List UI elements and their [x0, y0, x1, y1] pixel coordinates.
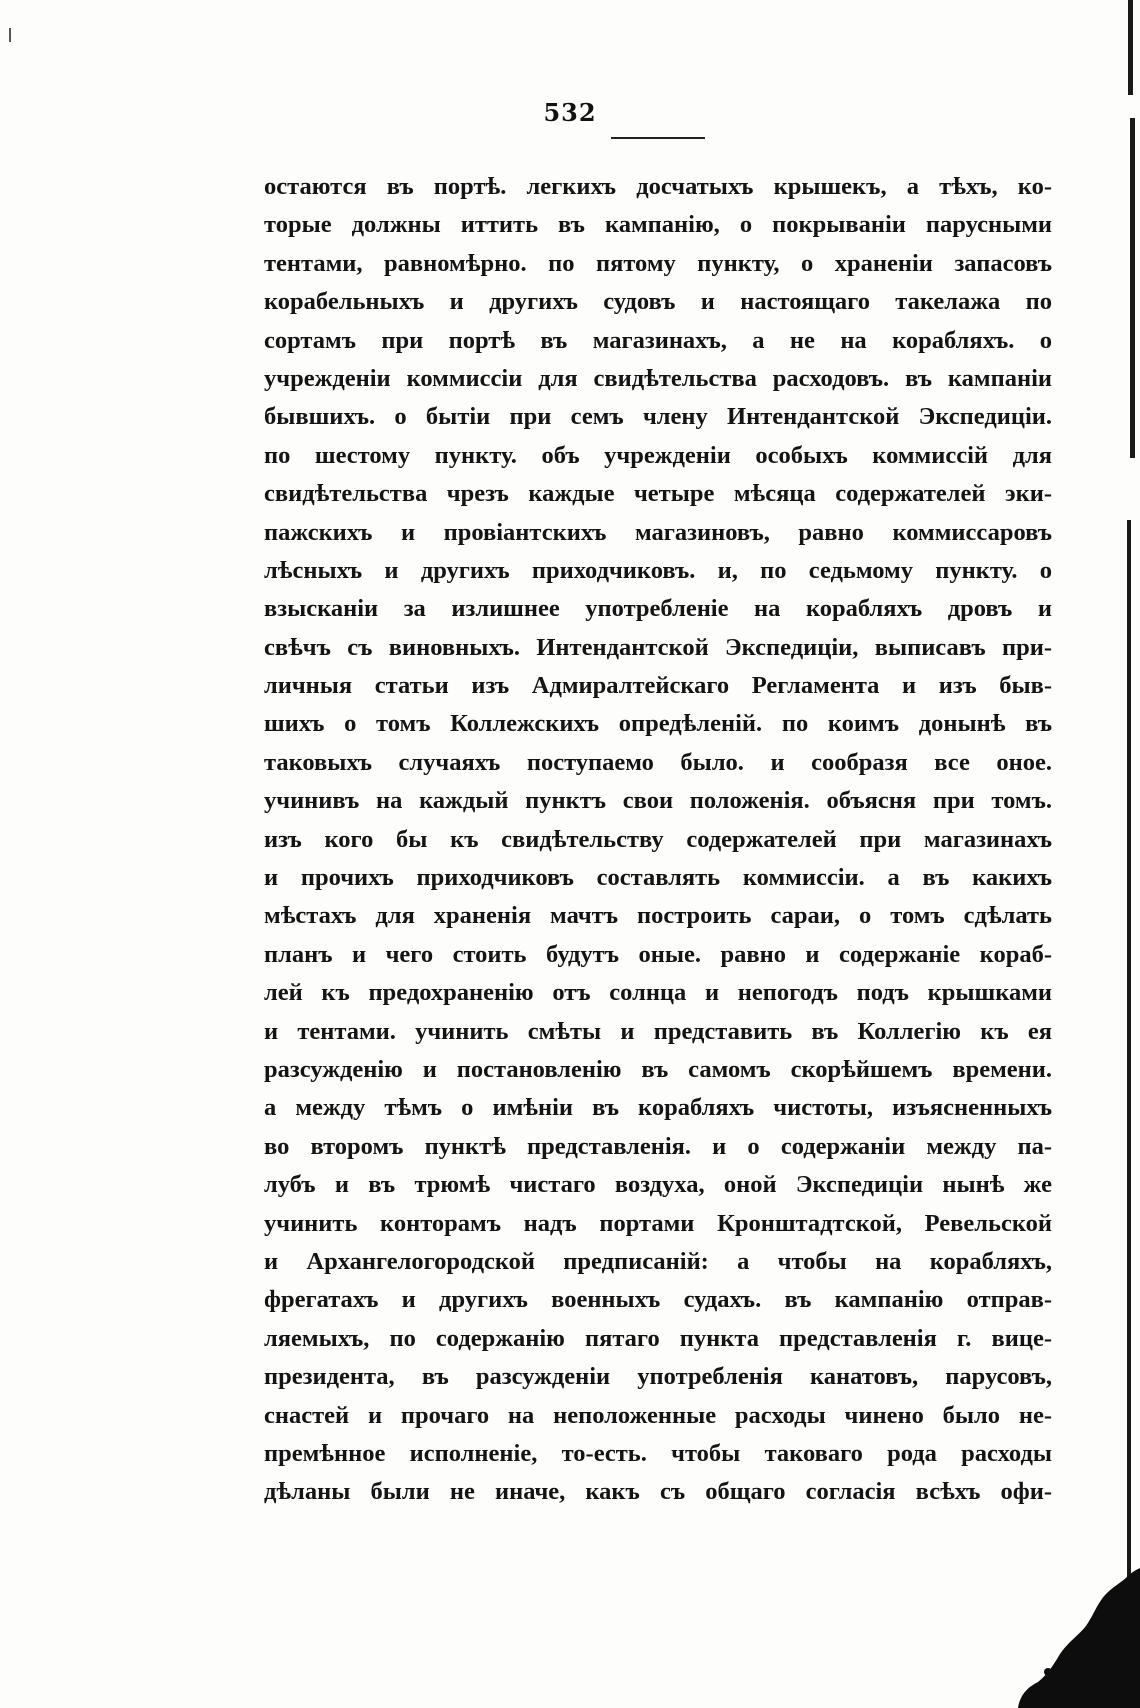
- text-line: во второмъ пунктѣ представленія. и о содержаніи между па-: [264, 1132, 1052, 1160]
- page-number-rule: [611, 137, 705, 139]
- text-line: планъ и чего стоить будутъ оные. равно и содержаніе кораб-: [264, 940, 1052, 968]
- text-line: фрегатахъ и другихъ военныхъ судахъ. въ кампанію отправ-: [264, 1286, 1052, 1314]
- text-line: личныя статьи изъ Адмиралтейскаго Регламента и изъ быв-: [264, 672, 1052, 700]
- text-line: мѣстахъ для храненія мачтъ построить сараи, о томъ сдѣлать: [264, 902, 1052, 930]
- text-line: разсужденію и постановленію въ самомъ скорѣйшемъ времени.: [264, 1055, 1052, 1083]
- text-line: лубъ и въ трюмѣ чистаго воздуха, оной Экспедиціи нынѣ же: [264, 1171, 1052, 1199]
- text-line: взысканіи за излишнее употребленіе на корабляхъ дровъ и: [264, 595, 1052, 623]
- text-line: свѣчъ съ виновныхъ. Интендантской Экспедиціи, выписавъ при-: [264, 633, 1052, 661]
- text-line: тентами, равномѣрно. по пятому пункту, о храненіи запасовъ: [264, 249, 1052, 277]
- text-line: пажскихъ и провіантскихъ магазиновъ, равно коммиссаровъ: [264, 518, 1052, 546]
- text-line: учинивъ на каждый пунктъ свои положенія. объясня при томъ.: [264, 787, 1052, 815]
- text-line: шихъ о томъ Коллежскихъ опредѣленій. по коимъ донынѣ въ: [264, 710, 1052, 738]
- body-text: [264, 168, 1052, 1512]
- page-edge-shadow: [1127, 520, 1131, 1708]
- text-line: свидѣтельства чрезъ каждые четыре мѣсяца содержателей эки-: [264, 480, 1052, 508]
- text-line: ляемыхъ, по содержанію пятаго пункта представленія г. вице-: [264, 1324, 1052, 1352]
- text-line: изъ кого бы къ свидѣтельству содержателей при магазинахъ: [264, 825, 1052, 853]
- text-line: остаются въ портѣ. легкихъ досчатыхъ крышекъ, а тѣхъ, ко-: [264, 173, 1052, 200]
- text-line: лей къ предохраненію отъ солнца и непогодъ подъ крышками: [264, 979, 1052, 1007]
- text-line: учрежденіи коммиссіи для свидѣтельства расходовъ. въ кампаніи: [264, 364, 1052, 392]
- text-line: дѣланы были не иначе, какъ съ общаго согласія всѣхъ офи-: [264, 1478, 1052, 1506]
- text-line: и тентами. учинить смѣты и представить въ Коллегію къ ея: [264, 1017, 1052, 1045]
- text-line: президента, въ разсужденіи употребленія канатовъ, парусовъ,: [264, 1363, 1052, 1391]
- corner-ink-blot: [990, 1568, 1140, 1708]
- text-line: учинить конторамъ надъ портами Кронштадтской, Ревельской: [264, 1209, 1052, 1237]
- text-line: а между тѣмъ о имѣніи въ корабляхъ чистоты, изъясненныхъ: [264, 1094, 1052, 1122]
- page-number: 532: [543, 98, 597, 127]
- text-line: лѣсныхъ и другихъ приходчиковъ. и, по седьмому пункту. о: [264, 556, 1052, 584]
- text-line: торые должны иттить въ кампанію, о покрываніи парусными: [264, 211, 1052, 239]
- text-line: сортамъ при портѣ въ магазинахъ, а не на корабляхъ. о: [264, 326, 1052, 354]
- page-edge-shadow: [1130, 118, 1135, 458]
- text-line: снастей и прочаго на неположенные расходы чинено было не-: [264, 1401, 1052, 1429]
- text-line: премѣнное исполненіе, то-есть. чтобы таковаго рода расходы: [264, 1439, 1052, 1467]
- margin-speck: [9, 28, 11, 42]
- text-line: и Архангелогородской предписаній: а чтобы на корабляхъ,: [264, 1247, 1052, 1275]
- text-line: бывшихъ. о бытіи при семъ члену Интендантской Экспедиціи.: [264, 403, 1052, 431]
- text-line: корабельныхъ и другихъ судовъ и настоящаго такелажа по: [264, 288, 1052, 316]
- text-line: таковыхъ случаяхъ поступаемо было. и сообразя все оное.: [264, 748, 1052, 776]
- text-line: по шестому пункту. объ учрежденіи особыхъ коммиссій для: [264, 441, 1052, 469]
- page-edge-shadow: [1128, 0, 1133, 95]
- text-line: и прочихъ приходчиковъ составлять коммиссіи. а въ какихъ: [264, 864, 1052, 892]
